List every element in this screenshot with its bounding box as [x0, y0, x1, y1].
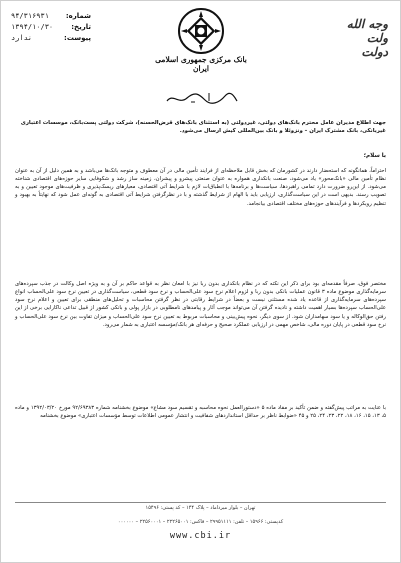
bank-logo-icon [177, 7, 225, 55]
meta-attachment-value: ندارد [11, 34, 33, 42]
paragraph-2: مختصر فوق، صرفاً مقدمه‌ای بود برای ذکر این نکته که در نظام بانکداری بدون ربا نیز با امعان نظر به قواعد حاکم بر آن و به ویژه اصل وکالت در جذب سپرده‌های سرمایه‌گذاری موضوع ماده ۳ قانون عملیات بانکی بدون ربا و لزوم اعلام نرخ سود علی‌الحساب و نرخ سود قطعی، سیاست‌گذاری در تعیین نرخ سود علی‌الحساب انواع سپرده‌های سرمایه‌گذاری از قاعده یاد شده مستثنی نیست و بعضاً در شرایط رقابتی در نظر گرفتن محاسبات و تحلیل‌های منطقی برای تعیین و اعلام نرخ سود علی‌الحساب سپرده‌ها بسیار اهمیت داشته و نادیده گرفتن آن می‌تواند موجب آثار و پیامدهای نامطلوبی در بازار پولی و بانکی کشور از قبیل تداعی ناکارایی برخی از این رفتن حق‌الوکاله و یا سود سهامداران شود. از سوی دیگر، نحوه پیش‌بینی و محاسبات مربوط به تعیین نرخ سود علی‌الحساب و میزان تفاوت بین نرخ سود علی‌الحساب و نرخ سود قطعی در پایان دوره مالی، شاخص مهمی در ارزیابی عملکرد صحیح و حرفه‌ای هر بانک/مؤسسه اعتباری به شمار می‌رود. [15, 281, 386, 328]
letter-meta [11, 11, 91, 44]
meta-date-value: ۱۳۹۴/۱۰/۳۰ [11, 23, 54, 31]
footer-website[interactable]: www.cbi.ir [169, 531, 232, 541]
meta-number-value: ۹۴/۳۱۶۹۳۱ [11, 12, 49, 20]
letter-subject: جهت اطلاع مدیران عامل محترم بانک‌های دولتی، غیردولتی (به استثنای بانک‌های قرض‌الحسنه)، شرکت دولتی پست‌بانک، موسسات اعتباری غیربانکی، بانک مشترک ایران – ونزوئلا و بانک بین‌المللی کیش ارسال می‌شود. [20, 120, 386, 134]
meta-number-row [11, 11, 91, 22]
calligraphy-line-1: وجه الله [346, 17, 388, 31]
calligraphy-line-3: دولت [361, 45, 388, 59]
meta-attachment-label: پیوست: [64, 34, 91, 42]
bismillah-calligraphy [161, 89, 241, 107]
header-calligraphy [316, 17, 388, 59]
meta-date-row [11, 22, 91, 33]
bank-name: بانک مرکزی جمهوری اسلامی ایران [155, 55, 247, 73]
meta-number-label: شماره: [65, 12, 91, 20]
footer-contact: کدپستی: ۱۵۹۶۶ – تلفن: ۲۹۹۵۱۱۱۱ – فاکس: ۲۲۲۶۵۰۰۱ – ۲۲۵۶۰۰۰۱ – ۰۰۰۰۰۰ [117, 519, 284, 525]
calligraphy-line-2: ولت [366, 31, 388, 45]
meta-date-label: تاریخ: [71, 23, 91, 31]
letter-greeting: با سلام؛ [363, 153, 386, 159]
paragraph-3: با عنایت به مراتب پیش‌گفته و ضمن تأکید بر مفاد ماده ۵ «دستورالعمل نحوه محاسبه و تقسیم سود مشاع» موضوع بخشنامه شماره ۹۲/۶۹۳۸۳ مورخ ۱۳۹۲/۰۳/۲۰ و ماده ۵، ۱۳، ۱۵، ۱۶، ۱۸، ۲۲، ۲۳، ۲۴، ۲۵ و ۴۵ «ضوابط ناظر بر حداقل استانداردهای شفافیت و انتشار عمومی اطلاعات توسط مؤسسات اعتباری» موضوع بخشنامه [15, 405, 386, 420]
footer-address: تهران – بلوار میرداماد – پلاک ۱۴۴ – کد پستی: ۱۵۴۹۶ [145, 505, 256, 511]
paragraph-1: احتراماً، همانگونه که استحضار دارند در کشورمان که بخش قابل ملاحظه‌ای از فرایند تأمین مالی در آن معطوف و متوجه بانک‌ها می‌باشد و به همین دلیل از آن به عنوان نظام تأمین مالی «بانک‌محور» یاد می‌شود، صنعت بانکداری همواره به عنوان صنعتی پیشرو و پیشران، زمینه ساز رشد و شکوفایی سایر حوزه‌های اقتصادی شناخته می‌شود. از این‌رو ضرورت دارد تمامی راهبردها، سیاست‌ها و برنامه‌ها با انطباق‌ات لازم با شرایط آتی اقتصادی، معیارهای ریسک‌پذیری و ظرفیت‌های موجود تعیین و به تصویب رسند. بدیهی است در این سیاست‌گذاری، ارزیابی باید با الهام از شرایط گذشته و با در نظرگرفتن شرایط آتی اقتصادی به گونه‌ای عمل شود که نهایتاً به بهبود و تنظیم رویکردها و فرآیندهای حوزه‌های مختلف اقتصادی بیانجامد. [15, 168, 386, 207]
meta-attachment-row [11, 33, 91, 44]
footer-divider [15, 502, 386, 503]
